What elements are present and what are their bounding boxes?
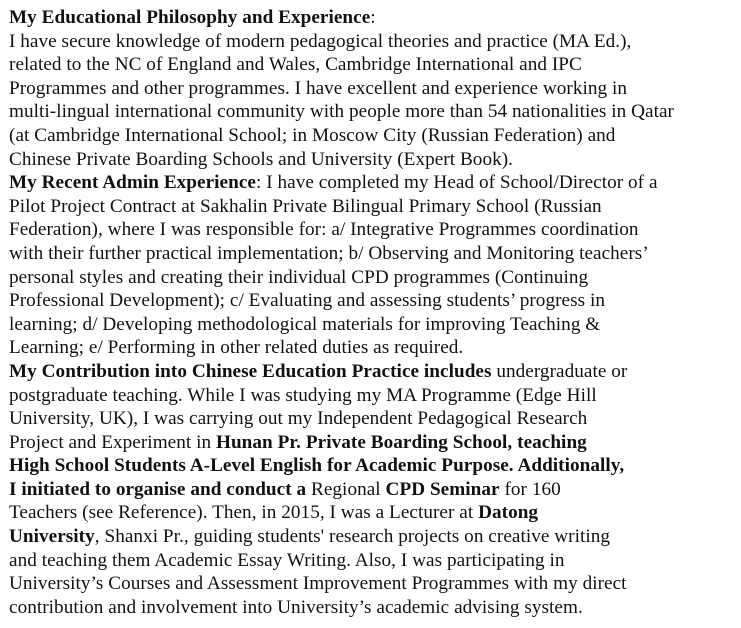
bold-text-run: CPD Seminar: [385, 478, 500, 500]
text-line: [9, 53, 737, 77]
text-line: [9, 77, 737, 101]
text-run: Chinese Private Boarding Schools and University (Expert Book).: [9, 148, 514, 170]
text-line: [9, 195, 737, 219]
text-run: with their further practical implementation; b/ Observing and Monitoring teachers’: [9, 242, 649, 264]
text-run: multi-lingual international community with people more than 54 nationalities in Qatar: [9, 101, 674, 123]
text-run: : I have completed my Head of School/Director of a: [255, 172, 658, 194]
text-line: [9, 572, 737, 596]
text-run: related to the NC of England and Wales, Cambridge International and IPC: [9, 54, 582, 76]
admin-experience-paragraph: [9, 171, 737, 360]
text-line: [9, 384, 737, 408]
text-run: learning; d/ Developing methodological materials for improving Teaching &: [9, 313, 601, 335]
text-run: :: [370, 7, 376, 28]
text-line: [9, 478, 737, 502]
text-line: [9, 501, 737, 525]
bold-text-run: High School Students A-Level English for Academic Purpose. Additionally,: [9, 455, 625, 477]
text-line: [9, 100, 737, 124]
text-line: [9, 313, 737, 337]
text-run: Teachers (see Reference). Then, in 2015, I was a Lecturer at: [9, 502, 479, 524]
text-line: [9, 124, 737, 148]
text-line: [9, 454, 737, 478]
text-run: I have secure knowledge of modern pedagogical theories and practice (MA Ed.),: [9, 30, 632, 52]
text-run: Pilot Project Contract at Sakhalin Private Bilingual Primary School (Russian: [9, 195, 602, 217]
text-run: Professional Development); c/ Evaluating and assessing students’ progress in: [9, 290, 606, 312]
text-run: contribution and involvement into University’s academic advising system.: [9, 596, 583, 618]
text-run: Project and Experiment in: [9, 431, 216, 453]
text-run: Federation), where I was responsible for: a/ Integrative Programmes coordination: [9, 219, 639, 241]
bold-text-run: Hunan Pr. Private Boarding School, teaching: [215, 431, 587, 453]
text-run: personal styles and creating their individual CPD programmes (Continuing: [9, 266, 589, 288]
bold-text-run: My Recent Admin Experience: [9, 172, 256, 194]
text-run: Programmes and other programmes. I have excellent and experience working in: [9, 77, 628, 99]
text-run: postgraduate teaching. While I was studying my MA Programme (Edge Hill: [9, 384, 597, 406]
text-line: [9, 431, 737, 455]
text-line: [9, 596, 737, 620]
contribution-paragraph: [9, 360, 737, 620]
text-run: University’s Courses and Assessment Improvement Programmes with my direct: [9, 573, 627, 595]
text-line: [9, 525, 737, 549]
text-run: University, UK), I was carrying out my Independent Pedagogical Research: [9, 408, 588, 430]
bold-text-run: I initiated to organise and conduct a: [9, 478, 307, 500]
text-line: [9, 148, 737, 172]
text-run: (at Cambridge International School; in Moscow City (Russian Federation) and: [9, 124, 616, 146]
bold-text-run: My Educational Philosophy and Experience: [9, 7, 371, 28]
text-line: [9, 266, 737, 290]
text-line: [9, 218, 737, 242]
text-run: and teaching them Academic Essay Writing. Also, I was participating in: [9, 549, 565, 571]
text-line: [9, 30, 737, 54]
text-run: Learning; e/ Performing in other related duties as required.: [9, 337, 464, 359]
text-line: [9, 360, 737, 384]
text-line: [9, 289, 737, 313]
text-run: Regional: [306, 478, 386, 500]
bold-text-run: My Contribution into Chinese Education Practice includes: [9, 360, 492, 382]
text-line: [9, 242, 737, 266]
text-run: , Shanxi Pr., guiding students' research projects on creative writing: [94, 526, 611, 548]
text-line: [9, 6, 737, 30]
text-run: for 160: [499, 478, 561, 500]
text-line: [9, 549, 737, 573]
text-line: [9, 336, 737, 360]
bold-text-run: Datong: [478, 502, 539, 524]
bold-text-run: University: [9, 526, 95, 548]
text-run: undergraduate or: [491, 360, 628, 382]
text-line: [9, 171, 737, 195]
text-line: [9, 407, 737, 431]
philosophy-paragraph: [9, 6, 737, 171]
